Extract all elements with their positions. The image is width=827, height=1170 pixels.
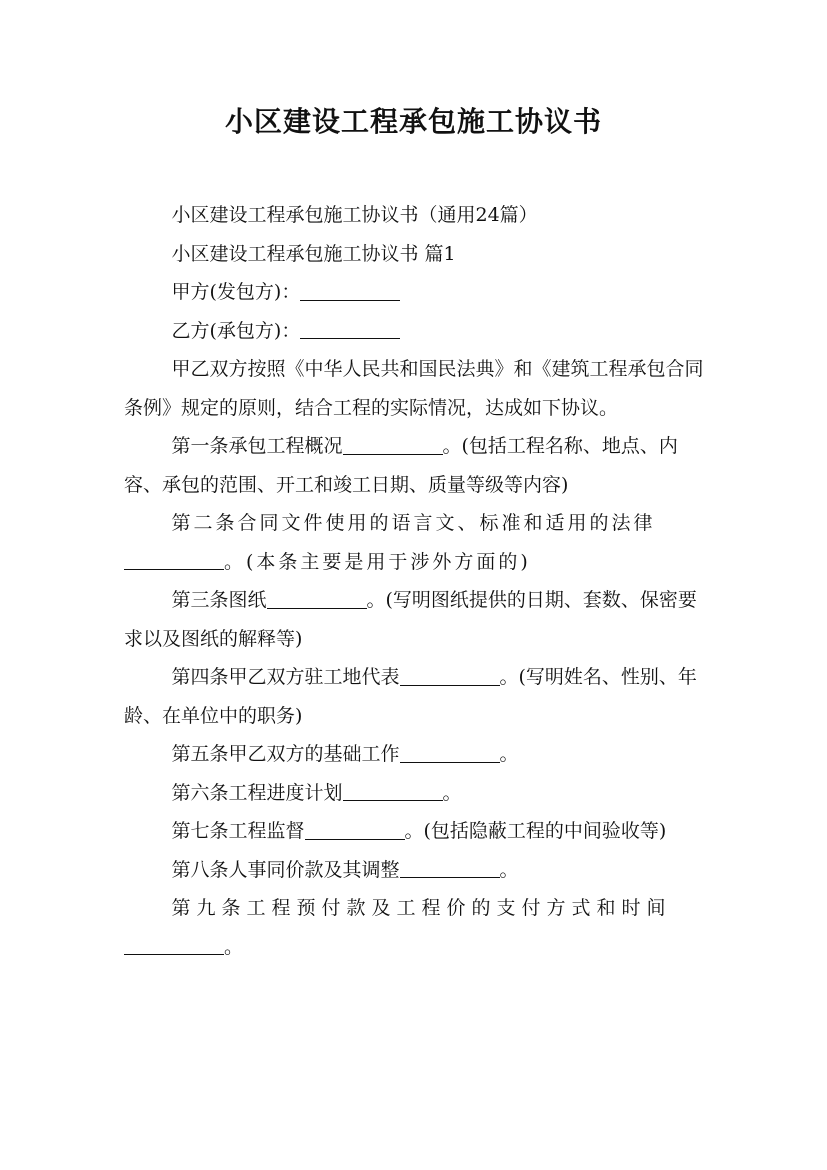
blank-line — [400, 666, 500, 686]
blank-line — [400, 743, 500, 763]
paragraph-text: 。(包括工程名称、地点、内容、承包的范围、开工和竣工日期、质量等级等内容) — [124, 435, 678, 496]
blank-line — [400, 858, 500, 878]
blank-line — [300, 319, 400, 339]
paragraph-section-heading — [124, 235, 714, 274]
blank-line — [343, 435, 443, 455]
paragraph-text: 第九条工程预付款及工程价的支付方式和时间 — [171, 897, 672, 919]
blank-line — [343, 781, 443, 801]
paragraph-text: 第六条工程进度计划 — [171, 781, 343, 804]
paragraph-article-8 — [124, 851, 714, 890]
blank-line — [267, 589, 367, 609]
paragraph-text: 小区建设工程承包施工协议书 篇1 — [171, 242, 456, 265]
document-title: 小区建设工程承包施工协议书 — [224, 105, 602, 138]
paragraph-text: 第一条承包工程概况 — [171, 435, 343, 457]
blank-line — [124, 550, 224, 570]
paragraph-preamble — [124, 350, 714, 427]
paragraph-article-4 — [124, 658, 714, 735]
paragraph-text: 。(写明姓名、性别、年龄、在单位中的职务) — [124, 666, 697, 727]
blank-line — [300, 281, 400, 301]
paragraph-text: 第八条人事同价款及其调整 — [171, 858, 400, 881]
paragraph-text: 。(本条主要是用于涉外方面的) — [224, 550, 531, 573]
paragraph-article-6 — [124, 774, 714, 813]
paragraph-subtitle — [124, 196, 714, 235]
paragraph-text: 。(写明图纸提供的日期、套数、保密要求以及图纸的解释等) — [124, 589, 697, 650]
paragraph-text: 小区建设工程承包施工协议书（通用24篇） — [171, 204, 538, 226]
blank-line — [124, 935, 224, 955]
paragraph-text: 。 — [499, 743, 519, 765]
paragraph-article-3 — [124, 581, 714, 658]
paragraph-article-2 — [124, 504, 714, 581]
paragraph-article-5 — [124, 735, 714, 774]
paragraph-article-1 — [124, 427, 714, 504]
paragraph-text: 第七条工程监督 — [171, 820, 305, 842]
paragraph-text: 。(包括隐蔽工程的中间验收等) — [404, 820, 667, 842]
paragraph-text: 甲乙双方按照《中华人民共和国民法典》和《建筑工程承包合同条例》规定的原则，结合工程的实际情况，达成如下协议。 — [124, 358, 704, 419]
paragraph-text: 第五条甲乙双方的基础工作 — [171, 743, 400, 765]
paragraph-text: 。 — [442, 781, 462, 804]
paragraph-article-9 — [124, 889, 714, 966]
paragraph-party-a — [124, 273, 714, 312]
paragraph-text: 甲方(发包方)： — [171, 281, 301, 303]
paragraph-text: 第二条合同文件使用的语言文、标准和适用的法律 — [171, 512, 656, 534]
paragraph-text: 。 — [224, 935, 250, 958]
paragraph-text: 第四条甲乙双方驻工地代表 — [171, 666, 400, 688]
paragraph-text: 第三条图纸 — [171, 589, 267, 611]
paragraph-text: 乙方(承包方)： — [171, 319, 301, 342]
paragraph-party-b — [124, 312, 714, 351]
paragraph-article-7 — [124, 812, 714, 851]
paragraph-text: 。 — [499, 858, 519, 881]
document-body — [124, 196, 714, 966]
blank-line — [305, 820, 405, 840]
